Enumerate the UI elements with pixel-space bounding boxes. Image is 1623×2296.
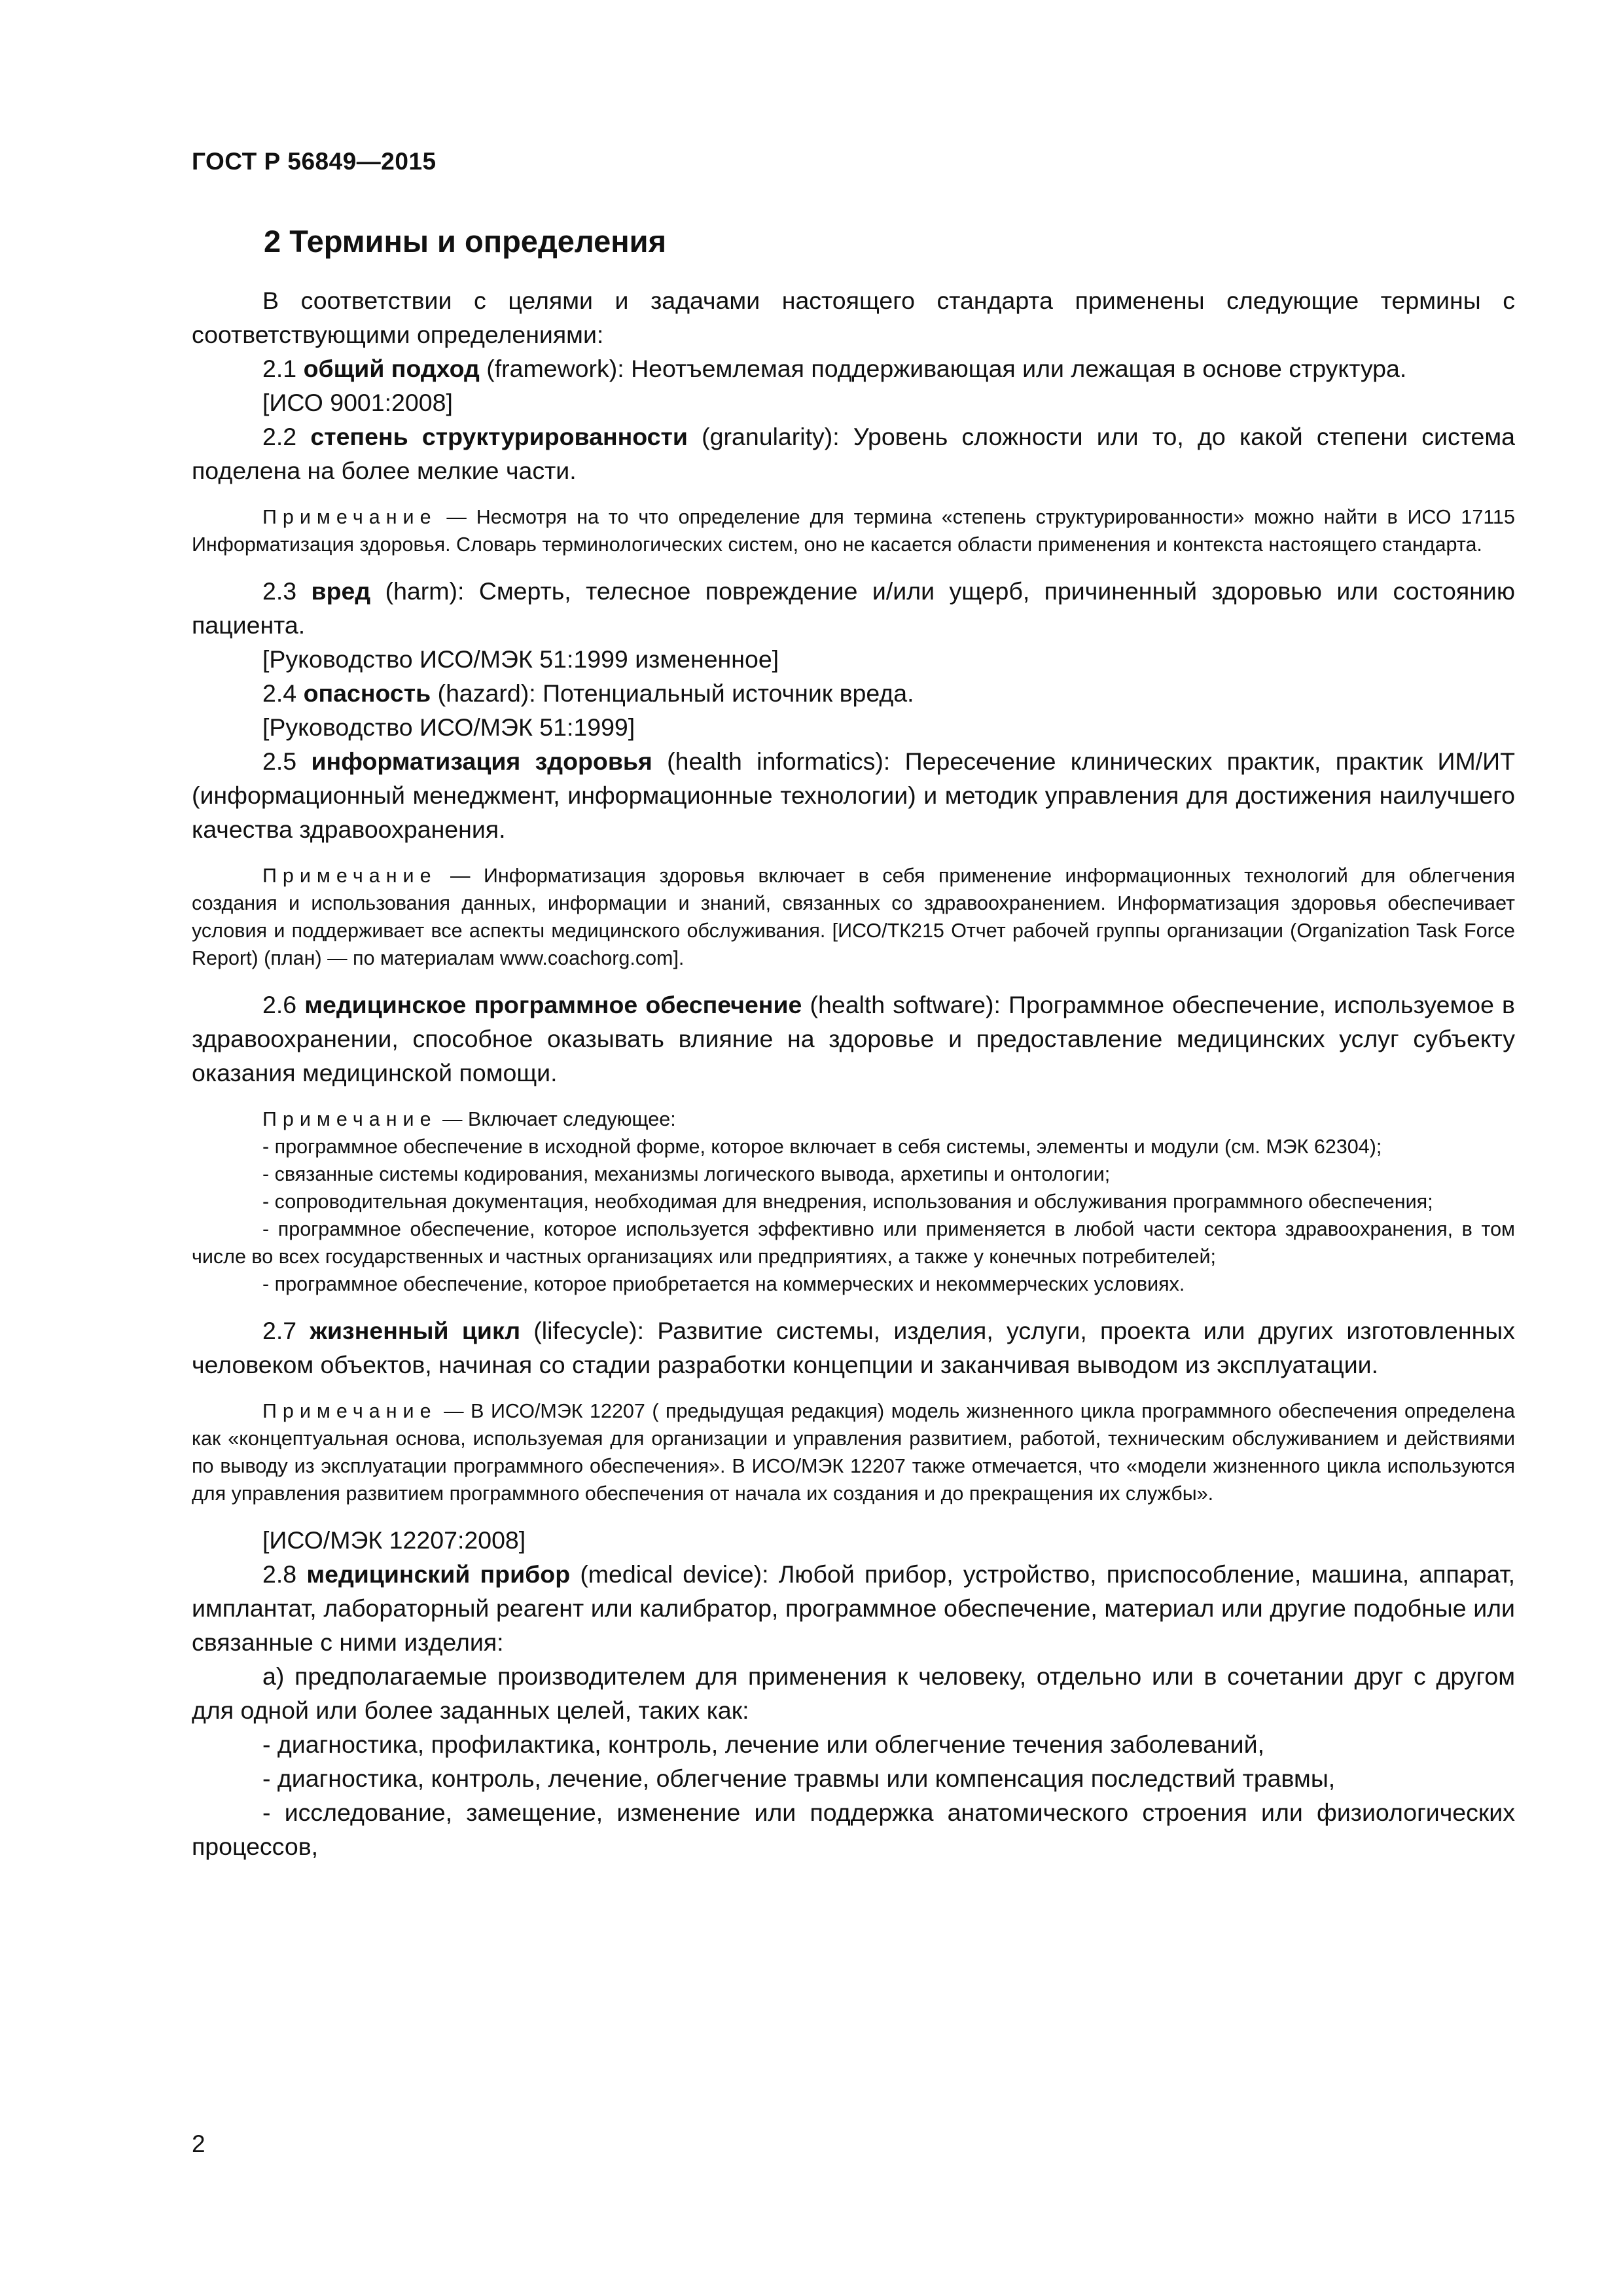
term-source: [Руководство ИСО/МЭК 51:1999 измененное] [262, 645, 779, 673]
term-definition: (health informatics): Пересечение клинических практик, практик ИМ/ИТ (информационный менеджмент, информационные технологии) и методик управления для достижения наилучшего качества здравоохранения. [192, 747, 1515, 843]
term-number: 2.2 [262, 422, 311, 450]
term-source: [ИСО/МЭК 12207:2008] [262, 1526, 526, 1554]
term-2-8 [192, 1557, 1515, 1659]
term-definition: (framework): Неотъемлемая поддерживающая или лежащая в основе структура. [479, 354, 1407, 382]
term-definition: (medical device): Любой прибор, устройство, приспособление, машина, аппарат, имплантат, лабораторный реагент или калибратор, программное обеспечение, материал или другие подобные или связанные с ними изделия: [192, 1560, 1515, 1656]
term-2-3 [192, 574, 1515, 642]
term-note [192, 1397, 1515, 1507]
note-list-item: - программное обеспечение, которое приобретается на коммерческих и некоммерческих условиях. [262, 1272, 1185, 1295]
note-text: — Информатизация здоровья включает в себя применение информационных технологий для облегчения создания и использования данных, информации и знаний, связанных со здравоохранением. Информатизация здоровья обеспечивает условия и поддерживает все аспекты медицинского обслуживания. [ИСО/ТК215 Отчет рабочей группы организации (Organization Task Force Report) (план) — по материалам www.coachorg.com]. [192, 864, 1515, 969]
page-number: 2 [192, 2130, 205, 2157]
section-title: 2 Термины и определения [264, 224, 666, 259]
term-number: 2.5 [262, 747, 312, 775]
term-2-1 [192, 351, 1515, 386]
term-name: опасность [303, 679, 431, 707]
term-name: медицинский прибор [306, 1560, 571, 1588]
term-note [192, 1105, 1515, 1133]
term-name: вред [311, 577, 371, 605]
note-label: Примечание [262, 505, 437, 528]
note-label: Примечание [262, 1107, 437, 1130]
note-list-item: - программное обеспечение, которое используется эффективно или применяется в любой части сектора здравоохранения, в том числе во всех государственных и частных организациях или предприятиях, а также у конечных потребителей; [192, 1217, 1515, 1268]
term-definition: (harm): Смерть, телесное повреждение и/или ущерб, причиненный здоровью или состоянию пациента. [192, 577, 1515, 639]
term-number: 2.7 [262, 1316, 310, 1344]
term-number: 2.1 [262, 354, 304, 382]
list-item: - исследование, замещение, изменение или поддержка анатомического строения или физиологических процессов, [192, 1798, 1515, 1860]
note-text: — Несмотря на то что определение для термина «степень структурированности» можно найти в ИСО 17115 Информатизация здоровья. Словарь терминологических систем, оно не касается области применения и контекста настоящего стандарта. [192, 505, 1515, 556]
note-label: Примечание [262, 1399, 437, 1422]
term-definition: (health software): Программное обеспечение, используемое в здравоохранении, способное оказывать влияние на здоровье и предоставление медицинских услуг субъекту оказания медицинской помощи. [192, 990, 1515, 1086]
term-source: [ИСО 9001:2008] [262, 388, 453, 416]
standard-code: ГОСТ Р 56849—2015 [192, 148, 437, 175]
term-2-5 [192, 744, 1515, 846]
term-note [192, 503, 1515, 558]
term-2-6 [192, 988, 1515, 1090]
term-number: 2.3 [262, 577, 312, 605]
term-number: 2.8 [262, 1560, 307, 1588]
term-name: общий подход [303, 354, 480, 382]
term-2-7 [192, 1314, 1515, 1382]
page-content [192, 223, 1515, 1863]
term-number: 2.4 [262, 679, 304, 707]
term-name: степень структурированности [310, 422, 688, 450]
term-name: жизненный цикл [310, 1316, 521, 1344]
list-item: - диагностика, профилактика, контроль, лечение или облегчение течения заболеваний, [262, 1730, 1264, 1758]
term-name: информатизация здоровья [311, 747, 652, 775]
intro-paragraph: В соответствии с целями и задачами настоящего стандарта применены следующие термины с соответствующими определениями: [192, 286, 1515, 348]
note-list-item: - сопроводительная документация, необходимая для внедрения, использования и обслуживания программного обеспечения; [262, 1190, 1433, 1213]
term-source: [Руководство ИСО/МЭК 51:1999] [262, 713, 635, 741]
list-item: - диагностика, контроль, лечение, облегчение травмы или компенсация последствий травмы, [262, 1764, 1336, 1792]
term-name: медицинское программное обеспечение [304, 990, 802, 1018]
note-list-item: - программное обеспечение в исходной форме, которое включает в себя системы, элементы и модули (см. МЭК 62304); [262, 1135, 1382, 1158]
term-2-4 [192, 676, 1515, 710]
term-subitem-a: а) предполагаемые производителем для применения к человеку, отдельно или в сочетании друг с другом для одной или более заданных целей, таких как: [192, 1662, 1515, 1724]
note-text: — В ИСО/МЭК 12207 ( предыдущая редакция) модель жизненного цикла программного обеспечения определена как «концептуальная основа, используемая для организации и управления развитием, работой, техническим обслуживанием и действиями по выводу из эксплуатации программного обеспечения». В ИСО/МЭК 12207 также отмечается, что «модели жизненного цикла используются для управления развитием программного обеспечения от начала их создания и до прекращения их службы». [192, 1399, 1515, 1505]
term-definition: (hazard): Потенциальный источник вреда. [431, 679, 914, 707]
note-text: — Включает следующее: [437, 1107, 676, 1130]
term-definition: (lifecycle): Развитие системы, изделия, услуги, проекта или других изготовленных человеком объектов, начиная со стадии разработки концепции и заканчивая выводом из эксплуатации. [192, 1316, 1515, 1378]
term-number: 2.6 [262, 990, 305, 1018]
note-list-item: - связанные системы кодирования, механизмы логического вывода, архетипы и онтологии; [262, 1162, 1111, 1185]
term-note [192, 862, 1515, 972]
term-2-2 [192, 420, 1515, 488]
term-definition: (granularity): Уровень сложности или то, до какой степени система поделена на более мелкие части. [192, 422, 1516, 484]
note-label: Примечание [262, 864, 437, 887]
